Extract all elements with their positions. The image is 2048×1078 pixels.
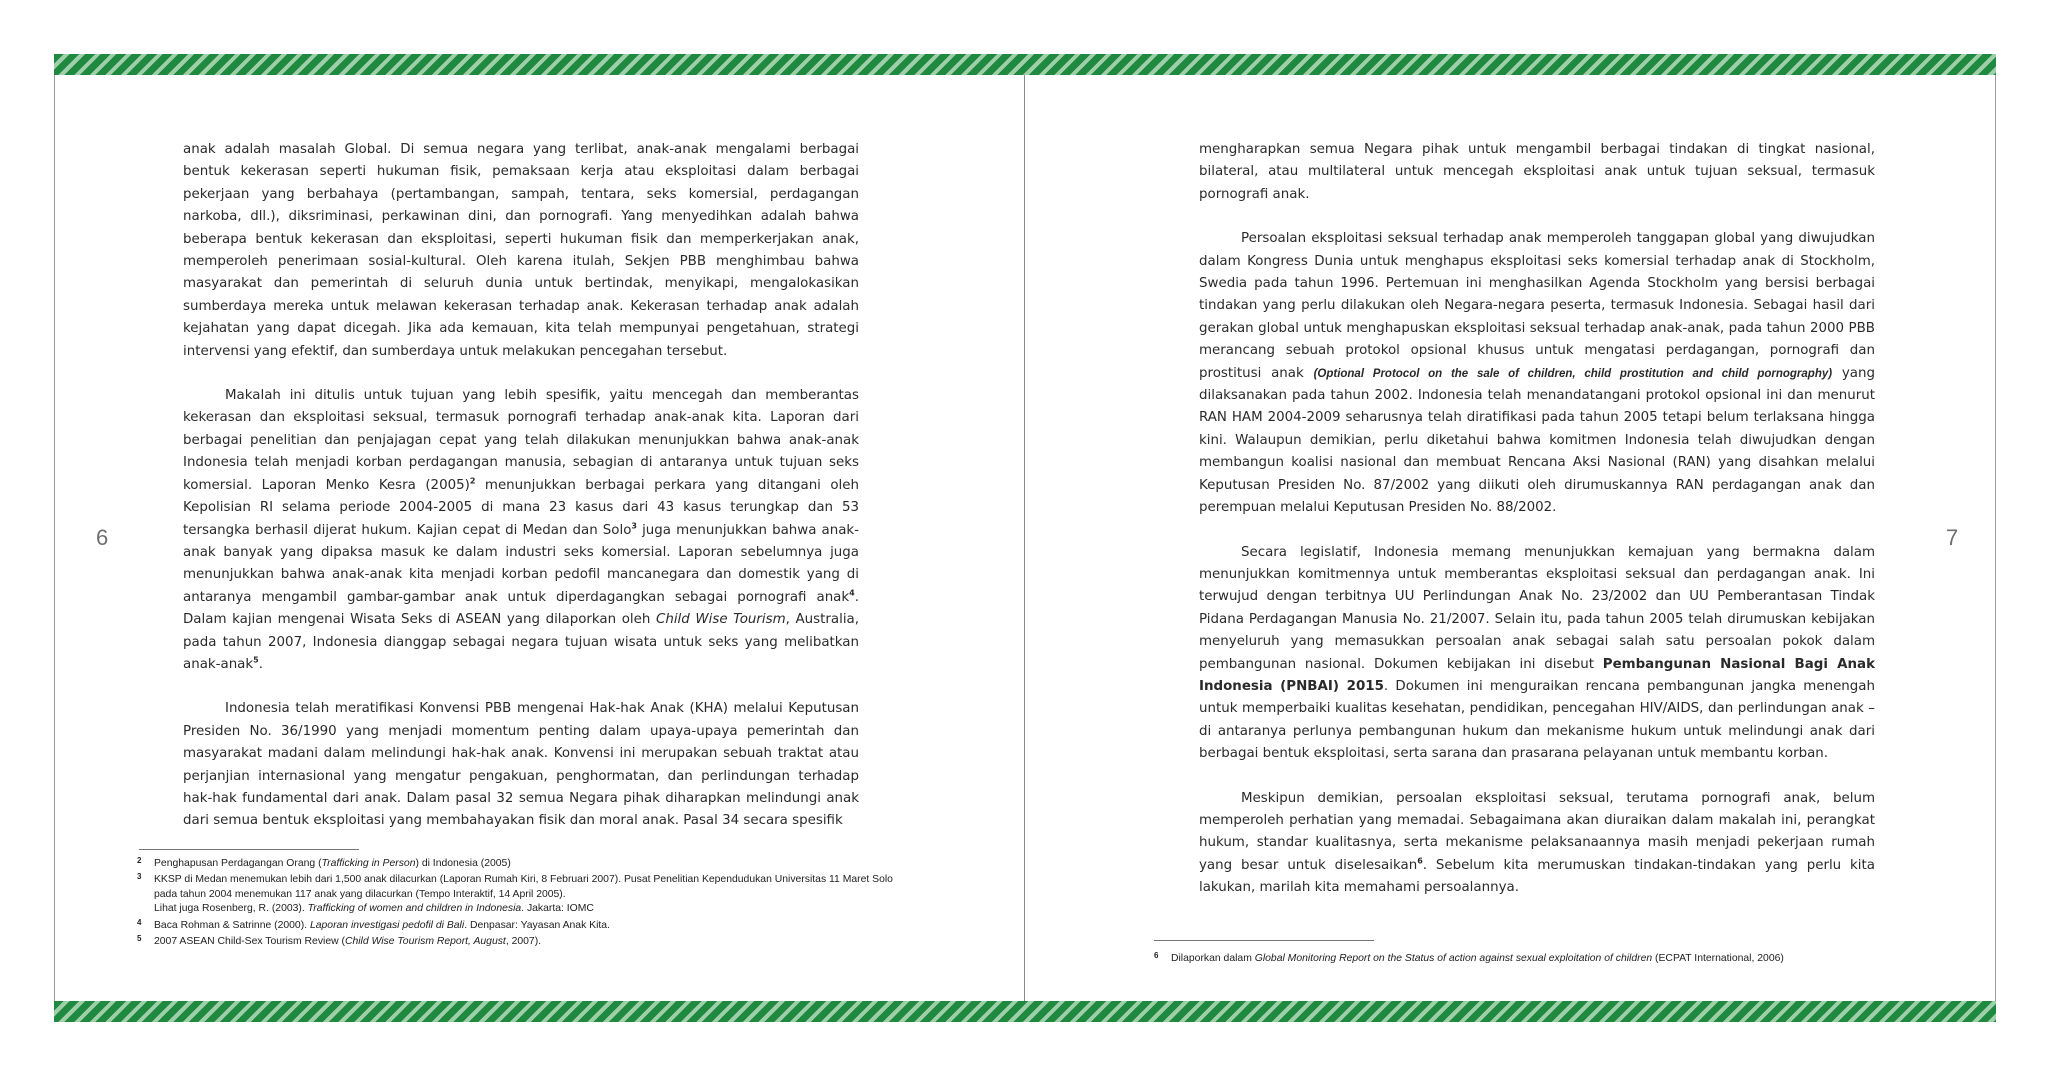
footnote-4: 4 Baca Rohman & Satrinne (2000). Laporan investigasi pedofil di Bali. Denpasar: Yayasan Anak Kita. <box>137 917 610 931</box>
left-page-body <box>183 139 859 855</box>
left-paragraph-1: anak adalah masalah Global. Di semua negara yang terlibat, anak-anak mengalami berbagai bentuk kekerasan seperti hukuman fisik, pemaksaan kerja atau eksploitasi dalam berbagai pekerjaan yang berbahaya (pertambangan, sampah, tentara, seks komersial, perdagangan narkoba, dll.), diksriminasi, perkawinan dini, dan pornografi. Yang menyedihkan adalah bahwa beberapa bentuk kekerasan dan eksploitasi, seperti hukuman fisik dan memperkerjakan anak, memperoleh penerimaan sosial-kultural. Oleh karena itulah, Sekjen PBB menghimbau bahwa masyarakat dan pemerintah di seluruh dunia untuk bertindak, menyikapi, mengalokasikan sumberdaya mereka untuk melawan kekerasan terhadap anak. Kekerasan terhadap anak adalah kejahatan yang dapat dicegah. Jika ada kemauan, kita telah mempunyai pengetahuan, strategi intervensi yang efektif, dan sumberdaya untuk melakukan pencegahan tersebut. <box>183 142 859 359</box>
left-footnotes <box>137 857 897 951</box>
optional-protocol-italic: (Optional Protocol on the sale of children, child prostitution and child pornography) <box>1313 367 1833 380</box>
footnote-ref-6[interactable]: 6 <box>1417 856 1423 866</box>
footnote-6: 6 Dilaporkan dalam Global Monitoring Report on the Status of action against sexual exploitation of children (ECPAT International, 2006) <box>1154 951 1784 964</box>
top-stripe-border <box>54 54 1996 75</box>
footnote-ref-2[interactable]: 2 <box>469 476 476 486</box>
footnote-2: 2 Penghapusan Perdagangan Orang (Trafficking in Person) di Indonesia (2005) <box>137 856 511 869</box>
right-paragraph-3: Secara legislatif, Indonesia memang menunjukkan kemajuan yang bermakna dalam menunjukkan komitmennya untuk memberantas eksploitasi seksual dan perdagangan anak. Ini terwujud dengan terbitnya UU Perlindungan Anak No. 23/2002 dan UU Pemberantasan Tindak Pidana Perdagangan Manusia No. 21/2007. Selain itu, pada tahun 2005 telah dirumuskan kebijakan menyeluruh yang memasukkan persoalan anak sebagai salah satu persoalan pokok dalam pembangunan nasional. Dokumen kebijakan ini disebut Pembangunan Nasional Bagi Anak Indonesia (PNBAI) 2015. Dokumen ini menguraikan rencana pembangunan jangka menengah untuk memperbaiki kualitas kesehatan, pendidikan, pencegahan HIV/AIDS, dan perlindungan anak – di antaranya perlunya pembangunan hukum dan mekanisme hukum untuk melindungi anak dari berbagai bentuk eksploitasi, serta sarana dan prasarana pelayanan untuk membantu korban. <box>1199 544 1875 762</box>
right-paragraph-2: Persoalan eksploitasi seksual terhadap anak memperoleh tanggapan global yang diwujudkan dalam Kongress Dunia untuk menghapus eksploitasi seks komersial terhadap anak di Stockholm, Swedia pada tahun 1996. Pertemuan ini menghasilkan Agenda Stockholm yang bersisi berbagai tindakan yang perlu dilakukan oleh Negara-negara peserta, termasuk Indonesia. Sebagai hasil dari gerakan global untuk menghapuskan eksploitasi seksual terhadap anak-anak, pada tahun 2000 PBB merancang sebuah protokol opsional khusus untuk mengatasi perdagangan, pornografi dan prostitusi anak (Optional Protocol on the sale of children, child prostitution and child pornography) yang dilaksanakan pada tahun 2002. Indonesia telah menandatangani protokol opsional ini dan menurut RAN HAM 2004-2009 seharusnya telah diratifikasi pada tahun 2005 tetapi belum terlaksana hingga kini. Walaupun demikian, perlu diketahui bahwa komitmen Indonesia telah diwujudkan dengan membangun koalisi nasional dan membuat Rencana Aksi Nasional (RAN) yang disahkan melalui Keputusan Presiden No. 87/2002 yang diikuti oleh dirumuskannya RAN perdagangan anak dan perempuan melalui Keputusan Presiden No. 88/2002. <box>1199 231 1876 516</box>
footnote-ref-5[interactable]: 5 <box>253 655 259 665</box>
footnote-number: 6 <box>1154 951 1159 960</box>
center-fold <box>1024 75 1025 1001</box>
footnote-3: 3 KKSP di Medan menemukan lebih dari 1,500 anak dilacurkan (Laporan Rumah Kiri, 8 Februari 2007). Pusat Penelitian Kependudukan Universitas 11 Maret Solo pada tahun 2004 menemukan 117 anak yang dilacurkan (Tempo Interaktif, 14 April 2005). Lihat juga Rosenberg, R. (2003). Trafficking of women and children in Indonesia. Jakarta: IOMC <box>137 872 893 915</box>
right-page-body <box>1199 139 1875 922</box>
footnote-number: 5 <box>137 934 142 944</box>
footnote-5: 5 2007 ASEAN Child-Sex Tourism Review (Child Wise Tourism Report, August, 2007). <box>137 934 542 948</box>
footnote-number: 2 <box>137 856 142 865</box>
page-number-left: 6 <box>96 525 109 550</box>
footnote-number: 4 <box>137 917 142 927</box>
right-paragraph-1: mengharapkan semua Negara pihak untuk mengambil berbagai tindakan di tingkat nasional, bilateral, atau multilateral untuk mencegah eksploitasi anak untuk tujuan seksual, termasuk pornografi anak. <box>1199 142 1875 202</box>
left-paragraph-2: Makalah ini ditulis untuk tujuan yang lebih spesifik, yaitu mencegah dan memberantas kekerasan dan eksploitasi seksual, termasuk pornografi terhadap anak-anak kita. Laporan dari berbagai penelitian dan penjajagan cepat yang telah dilakukan menunjukkan bahwa anak-anak Indonesia telah menjadi korban perdagangan manusia, sebagian di antaranya untuk tujuan seks komersial. Laporan Menko Kesra $(2005)^2$ menunjukkan berbagai perkara yang ditangani oleh Kepolisian RI selama periode 2004-2005 di mana 23 kasus dari 43 kasus terungkap dan 53 tersangka berhasil dijerat hukum. Kajian cepat di Medan dan Solo$^3$ juga menunjukkan bahwa anak-anak banyak yang dipaksa masuk ke dalam industri seks komersial. Laporan sebelumnya juga menunjukkan bahwa anak-anak kita menjadi korban pedofil mancanegara dan domestik yang di antaranya mengambil gambar-gambar anak untuk diperdagangkan sebagai pornografi anak$^4$. Dalam kajian mengenai Wisata Seks di ASEAN yang dilaporkan oleh Child Wise Tourism, Australia, pada tahun 2007, Indonesia dianggap sebagai negara tujuan wisata untuk seks yang melibatkan anak-anak$^5$. <box>183 388 859 672</box>
footnote-number: 3 <box>137 872 142 882</box>
footnote-ref-3[interactable]: 3 <box>631 521 637 531</box>
pnbai-bold: Pembangunan Nasional Bagi Anak Indonesia (PNBAI) 2015 <box>1199 656 1875 694</box>
left-page-edge <box>54 75 55 1001</box>
bottom-stripe-border <box>54 1001 1996 1022</box>
right-footnote-divider <box>1154 940 1374 941</box>
child-wise-tourism-italic: Child Wise Tourism <box>656 612 786 628</box>
left-footnote-divider <box>139 849 359 850</box>
right-page-edge <box>1995 75 1996 1001</box>
right-footnotes <box>1154 952 1914 968</box>
footnote-ref-4[interactable]: 4 <box>849 588 855 598</box>
page-number-right: 7 <box>1946 525 1959 550</box>
left-paragraph-3: Indonesia telah meratifikasi Konvensi PBB mengenai Hak-hak Anak (KHA) melalui Keputusan Presiden No. 36/1990 yang menjadi momentum penting dalam upaya-upaya pemerintah dan masyarakat madani dalam melindungi hak-hak anak. Konvensi ini merupakan sebuah traktat atau perjanjian internasional yang mengatur pengakuan, penghormatan, dan perlindungan terhadap hak-hak fundamental dari anak. Dalam pasal 32 semua Negara pihak diharapkan melindungi anak dari semua bentuk eksploitasi yang membahayakan fisik dan moral anak. Pasal 34 secara spesifik <box>183 701 859 829</box>
book-spread <box>54 54 1996 1022</box>
right-paragraph-4: Meskipun demikian, persoalan eksploitasi seksual, terutama pornografi anak, belum memperoleh perhatian yang memadai. Sebagaimana akan diuraikan dalam makalah ini, perangkat hukum, standar kualitasnya, serta mekanisme pelaksanaannya masih menjadi pekerjaan rumah yang besar untuk diselesaikan$^6$. Sebelum kita merumuskan tindakan-tindakan yang perlu kita lakukan, marilah kita memahami persoalannya. <box>1199 790 1875 896</box>
